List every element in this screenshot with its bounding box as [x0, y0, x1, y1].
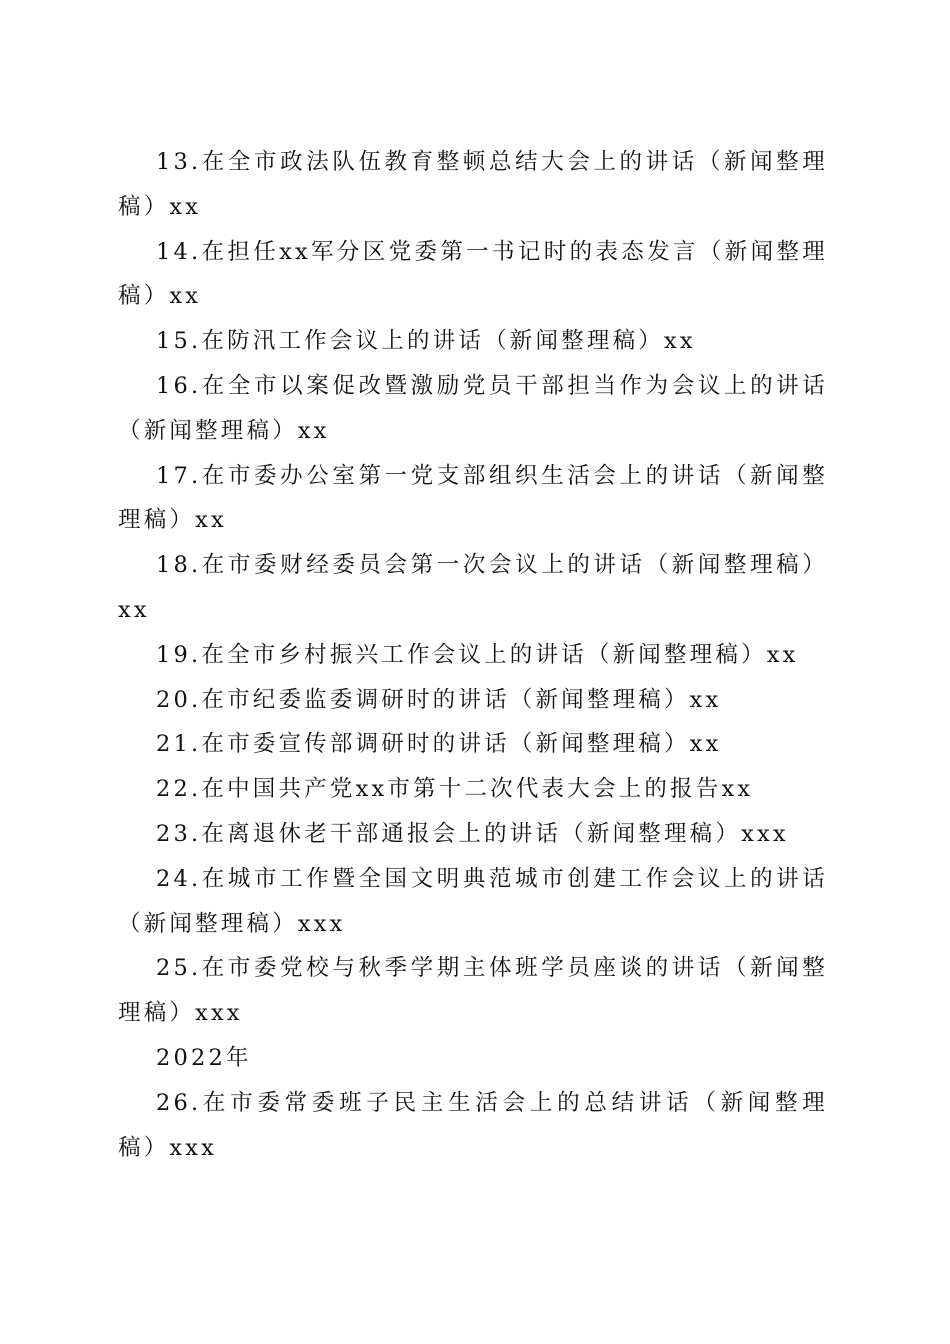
year-heading: 2022年 — [156, 1044, 252, 1071]
document-body — [118, 140, 828, 1170]
list-item-14: 14.在担任xx军分区党委第一书记时的表态发言（新闻整理稿）xx — [118, 238, 828, 310]
list-item-18: 18.在市委财经委员会第一次会议上的讲话（新闻整理稿）xx — [118, 552, 828, 623]
list-item-15: 15.在防汛工作会议上的讲话（新闻整理稿）xx — [156, 328, 696, 355]
list-item-21: 21.在市委宣传部调研时的讲话（新闻整理稿）xx — [156, 731, 722, 758]
list-item-23: 23.在离退休老干部通报会上的讲话（新闻整理稿）xxx — [156, 820, 789, 847]
list-item-17: 17.在市委办公室第一党支部组织生活会上的讲话（新闻整理稿）xx — [118, 462, 828, 534]
list-item-26: 26.在市委常委班子民主生活会上的总结讲话（新闻整理稿）xxx — [118, 1089, 828, 1161]
list-item-13: 13.在全市政法队伍教育整顿总结大会上的讲话（新闻整理稿）xx — [118, 149, 828, 220]
list-item-19: 19.在全市乡村振兴工作会议上的讲话（新闻整理稿）xx — [156, 641, 799, 668]
list-item-16: 16.在全市以案促改暨激励党员干部担当作为会议上的讲话（新闻整理稿）xx — [118, 372, 828, 444]
list-item-22: 22.在中国共产党xx市第十二次代表大会上的报告xx — [156, 776, 754, 803]
list-item-25: 25.在市委党校与秋季学期主体班学员座谈的讲话（新闻整理稿）xxx — [118, 955, 828, 1027]
list-item-20: 20.在市纪委监委调研时的讲话（新闻整理稿）xx — [156, 686, 722, 713]
list-item-24: 24.在城市工作暨全国文明典范城市创建工作会议上的讲话（新闻整理稿）xxx — [118, 865, 828, 937]
